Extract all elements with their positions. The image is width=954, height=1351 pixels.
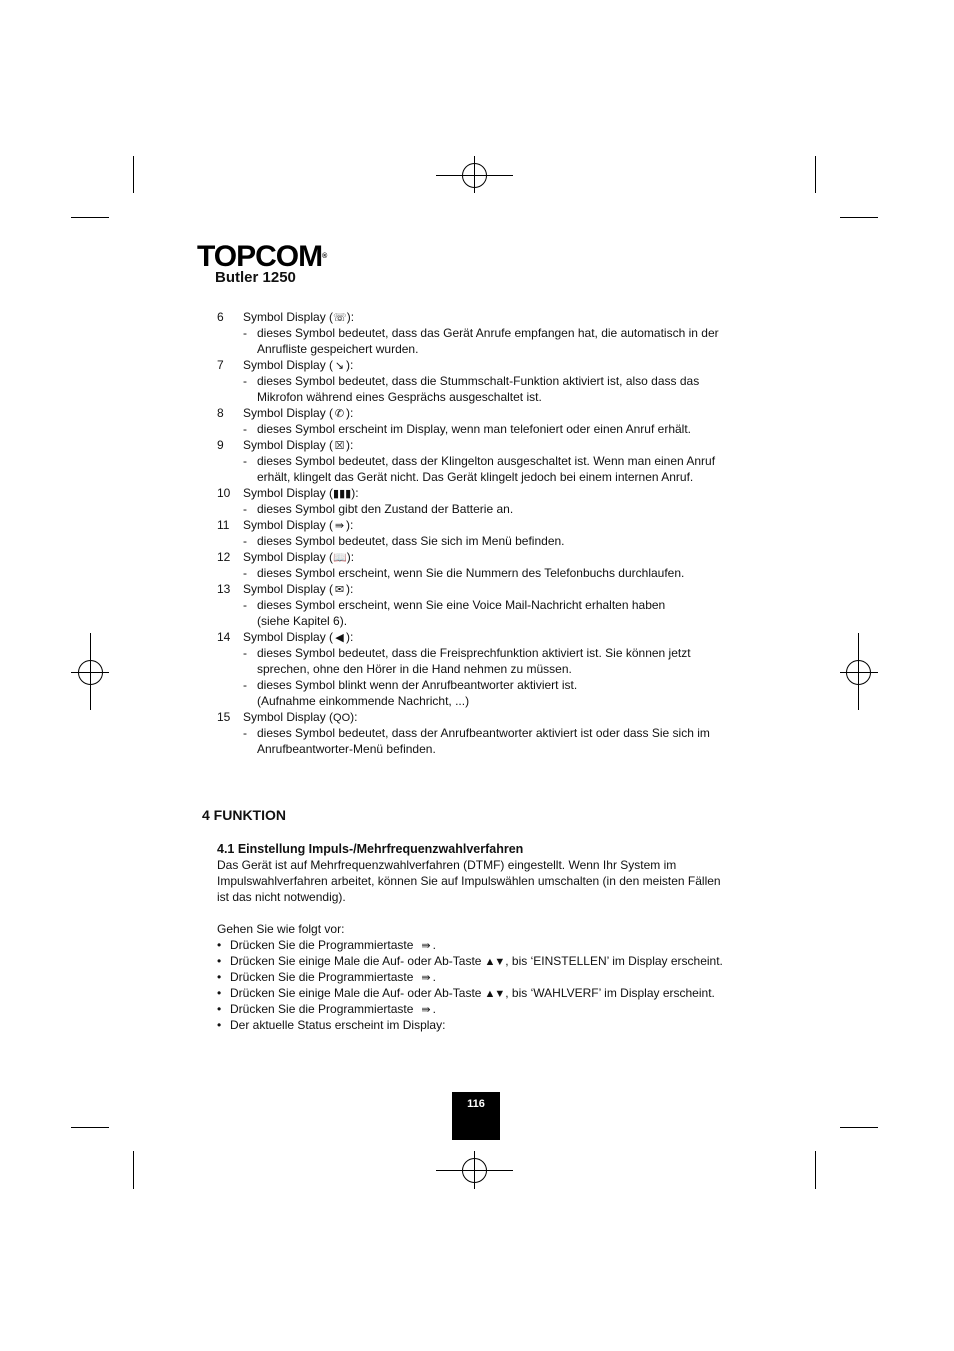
instructions-lead: Gehen Sie wie folgt vor:: [217, 922, 345, 936]
dash-marker: -: [243, 326, 247, 340]
menu-icon: ⇛: [334, 520, 345, 532]
crop-mark: [71, 1127, 109, 1128]
ringer-off-icon: ☒: [334, 440, 345, 452]
crop-mark: [840, 217, 878, 218]
crop-mark: [815, 1151, 816, 1189]
step-text: Der aktuelle Status erscheint im Display:: [230, 1018, 446, 1032]
entry-label: Symbol Display ( ✉ ):: [243, 582, 354, 596]
description-text: Anrufbeantworter-Menü befinden.: [257, 742, 436, 756]
bullet-dot: •: [217, 938, 222, 952]
entry-label: Symbol Display (☏):: [243, 310, 355, 324]
description-text: erhält, klingelt das Gerät nicht. Das Gerät klingelt jedoch bei einem internen Anruf.: [257, 470, 694, 484]
entry-number: 15: [217, 710, 231, 724]
intro-paragraph-line: ist das nicht notwendig).: [217, 890, 346, 904]
dash-marker: -: [243, 422, 247, 436]
call-list-icon: ☏: [333, 312, 347, 324]
dash-marker: -: [243, 566, 247, 580]
step-text: Drücken Sie die Programmiertaste ⇛ .: [230, 938, 436, 952]
description-text: Anrufliste gespeichert wurden.: [257, 342, 419, 356]
dash-marker: -: [243, 726, 247, 740]
phone-icon: ✆: [334, 408, 345, 420]
intro-paragraph-line: Das Gerät ist auf Mehrfrequenzwahlverfahren (DTMF) eingestellt. Wenn Ihr System im: [217, 858, 677, 872]
bullet-dot: •: [217, 986, 222, 1000]
description-text: dieses Symbol bedeutet, dass das Gerät Anrufe empfangen hat, die automatisch in der: [257, 326, 719, 340]
dash-marker: -: [243, 502, 247, 516]
dash-marker: -: [243, 678, 247, 692]
bullet-dot: •: [217, 970, 222, 984]
battery-icon: ▮▮▮: [333, 488, 352, 500]
bullet-dot: •: [217, 1002, 222, 1016]
entry-label: Symbol Display ( ⇛ ):: [243, 518, 354, 532]
description-text: dieses Symbol gibt den Zustand der Batterie an.: [257, 502, 514, 516]
answering-machine-icon: QO: [333, 712, 351, 724]
entry-number: 11: [217, 518, 230, 532]
crop-mark: [815, 156, 816, 193]
speaker-icon: ◀: [335, 632, 344, 644]
step-text: Drücken Sie die Programmiertaste ⇛ .: [230, 970, 436, 984]
subsection-heading: 4.1 Einstellung Impuls-/Mehrfrequenzwahlverfahren: [217, 842, 524, 856]
up-down-keys-icon: ▲▼: [484, 988, 505, 1000]
envelope-icon: ✉: [334, 584, 345, 596]
step-text: Drücken Sie einige Male die Auf- oder Ab-Taste ▲▼, bis ‘WAHLVERF’ im Display erscheint.: [230, 986, 715, 1000]
description-text: (Aufnahme einkommende Nachricht, ...): [257, 694, 470, 708]
entry-number: 9: [217, 438, 224, 452]
step-text: Drücken Sie einige Male die Auf- oder Ab-Taste ▲▼, bis ‘EINSTELLEN’ im Display erscheint.: [230, 954, 723, 968]
phonebook-icon: 📖: [333, 552, 347, 564]
step-text: Drücken Sie die Programmiertaste ⇛ .: [230, 1002, 436, 1016]
brand-logo: TOPCOM®: [197, 240, 328, 273]
entry-number: 6: [217, 310, 224, 324]
entry-number: 12: [217, 550, 231, 564]
entry-label: Symbol Display (QO):: [243, 710, 358, 724]
entry-label: Symbol Display (▮▮▮):: [243, 486, 359, 500]
entry-label: Symbol Display ( ☒ ):: [243, 438, 354, 452]
entry-number: 13: [217, 582, 231, 596]
dash-marker: -: [243, 598, 247, 612]
description-text: sprechen, ohne den Hörer in die Hand nehmen zu müssen.: [257, 662, 572, 676]
crop-mark: [71, 217, 109, 218]
description-text: dieses Symbol blinkt wenn der Anrufbeantworter aktiviert ist.: [257, 678, 578, 692]
mute-icon: ↘: [334, 360, 345, 372]
crop-mark: [840, 1127, 878, 1128]
entry-label: Symbol Display ( ◀ ):: [243, 630, 354, 644]
crop-mark: [133, 1151, 134, 1189]
bullet-dot: •: [217, 954, 222, 968]
menu-key-icon: ⇛: [421, 972, 431, 984]
description-text: dieses Symbol erscheint, wenn Sie die Nummern des Telefonbuchs durchlaufen.: [257, 566, 685, 580]
entry-label: Symbol Display ( ↘ ):: [243, 358, 354, 372]
section-heading: 4 FUNKTION: [202, 807, 286, 823]
entry-label: Symbol Display (📖):: [243, 550, 355, 564]
menu-key-icon: ⇛: [421, 1004, 431, 1016]
intro-paragraph-line: Impulswahlverfahren arbeitet, können Sie auf Impulswählen umschalten (in den meisten Fällen: [217, 874, 721, 888]
product-name: Butler 1250: [215, 269, 296, 286]
crop-mark: [133, 156, 134, 193]
description-text: dieses Symbol erscheint im Display, wenn man telefoniert oder einen Anruf erhält.: [257, 422, 691, 436]
page-number: 116: [467, 1098, 485, 1110]
bullet-dot: •: [217, 1018, 222, 1032]
dash-marker: -: [243, 534, 247, 548]
entry-number: 14: [217, 630, 231, 644]
dash-marker: -: [243, 646, 247, 660]
dash-marker: -: [243, 454, 247, 468]
up-down-keys-icon: ▲▼: [484, 956, 505, 968]
dash-marker: -: [243, 374, 247, 388]
description-text: dieses Symbol bedeutet, dass Sie sich im Menü befinden.: [257, 534, 565, 548]
entry-label: Symbol Display ( ✆ ):: [243, 406, 354, 420]
entry-number: 8: [217, 406, 224, 420]
entry-number: 7: [217, 358, 224, 372]
description-text: (siehe Kapitel 6).: [257, 614, 348, 628]
description-text: dieses Symbol bedeutet, dass der Klingelton ausgeschaltet ist. Wenn man einen Anruf: [257, 454, 716, 468]
entry-number: 10: [217, 486, 231, 500]
description-text: dieses Symbol bedeutet, dass die Stummschalt-Funktion aktiviert ist, also dass das: [257, 374, 700, 388]
menu-key-icon: ⇛: [421, 940, 431, 952]
description-text: dieses Symbol erscheint, wenn Sie eine Voice Mail-Nachricht erhalten haben: [257, 598, 666, 612]
description-text: Mikrofon während eines Gesprächs ausgeschaltet ist.: [257, 390, 542, 404]
description-text: dieses Symbol bedeutet, dass die Freisprechfunktion aktiviert ist. Sie können jetzt: [257, 646, 691, 660]
description-text: dieses Symbol bedeutet, dass der Anrufbeantworter aktiviert ist oder dass Sie sich im: [257, 726, 710, 740]
